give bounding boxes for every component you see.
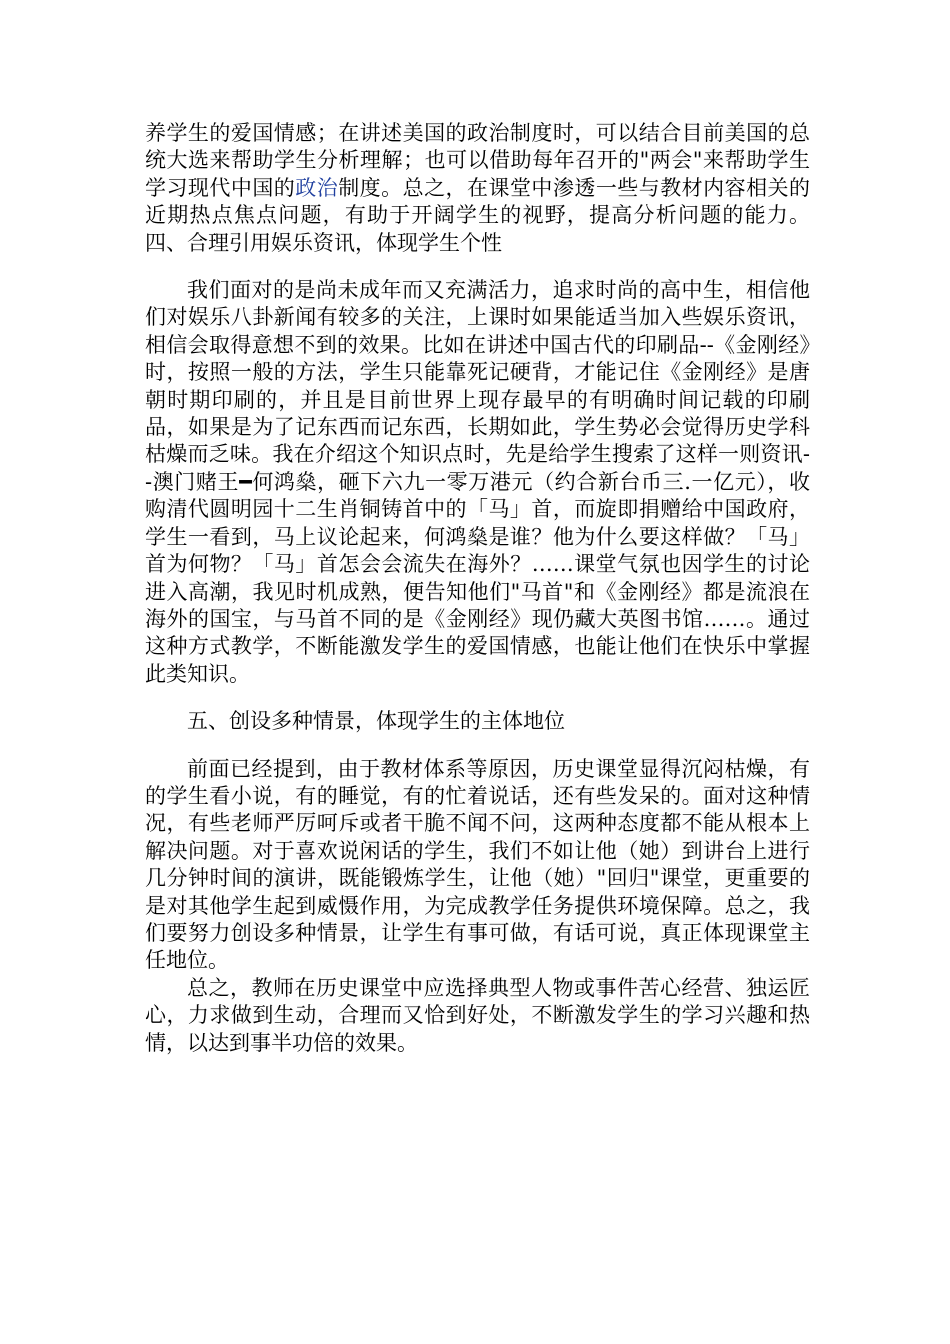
paragraph-entertainment-news: 我们面对的是尚未成年而又充满活力，追求时尚的高中生，相信他们对娱乐八卦新闻有较多的关注，上课时如果能适当加入些娱乐资讯，相信会取得意想不到的效果。比如在讲述中国古代的印刷品--《金刚经》时，按照一般的方法，学生只能靠死记硬背，才能记住《金刚经》是唐朝时期印刷的，并且是目前世界上现存最早的有明确时间记载的印刷品，如果是为了记东西而记东西，长期如此，学生势必会觉得历史学科枯燥而乏味。我在介绍这个知识点时，先是给学生搜索了这样一则资讯--澳门赌王━何鸿燊，砸下六九一零万港元（约合新台币三.一亿元），收购清代圆明园十二生肖铜铸首中的「马」首，而旋即捐赠给中国政府，学生一看到，马上议论起来，何鸿燊是谁？他为什么要这样做？「马」首为何物？「马」首怎会会流失在海外？……课堂气氛也因学生的讨论进入高潮，我见时机成熟，便告知他们"马首"和《金刚经》都是流浪在海外的国宝，与马首不同的是《金刚经》现仍藏大英图书馆……。通过这种方式教学，不断能激发学生的爱国情感，也能让他们在快乐中掌握此类知识。 (145, 278, 810, 686)
paragraph-patriotism-politics (145, 120, 810, 257)
paragraph-classroom-scenarios: 前面已经提到，由于教材体系等原因，历史课堂显得沉闷枯燥，有的学生看小说，有的睡觉，有的忙着说话，还有些发呆的。面对这种情况，有些老师严厉呵斥或者干脆不闻不问，这两种态度都不能从根本上解决问题。对于喜欢说闲话的学生，我们不如让他（她）到讲台上进行几分钟时间的演讲，既能锻炼学生，让他（她）"回归"课堂，更重要的是对其他学生起到威慑作用，为完成教学任务提供环境保障。总之，我们要努力创设多种情景，让学生有事可做，有话可说，真正体现课堂主任地位。 (145, 756, 810, 973)
paragraph-text-after-link: 制度。总之，在课堂中渗透一些与教材内容相关的近期热点焦点问题，有助于开阔学生的视野，提高分析问题的能力。四、合理引用娱乐资讯，体现学生个性 (145, 175, 811, 255)
politics-link[interactable]: 政治 (295, 175, 339, 200)
section-heading-five: 五、创设多种情景，体现学生的主体地位 (187, 709, 565, 734)
paragraph-text-before-link: 养学生的爱国情感；在讲述美国的政治制度时，可以结合目前美国的总统大选来帮助学生分析理解；也可以借助每年召开的"两会"来帮助学生学习现代中国的 (145, 121, 810, 200)
document-page (145, 120, 810, 1057)
paragraph-conclusion: 总之，教师在历史课堂中应选择典型人物或事件苦心经营、独运匠心，力求做到生动，合理而又恰到好处，不断激发学生的学习兴趣和热情，以达到事半功倍的效果。 (145, 975, 810, 1055)
